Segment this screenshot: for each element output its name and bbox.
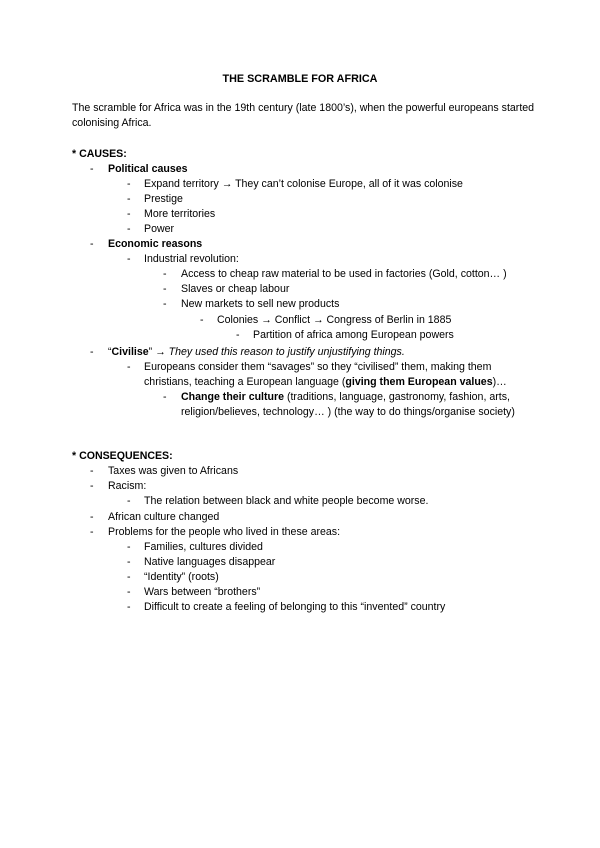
bullet-dash: - — [90, 238, 94, 250]
change-culture-paragraph — [181, 390, 526, 420]
list-item: Taxes was given to Africans — [108, 465, 239, 477]
bullet-dash: - — [127, 223, 131, 235]
bullet-dash: - — [90, 511, 94, 523]
bullet-dash: - — [127, 586, 131, 598]
bullet-dash: - — [127, 556, 131, 568]
bullet-dash: - — [127, 193, 131, 205]
europeans-text: Europeans consider them “savages” so they “civilised” them, making them christians, teaching a European language ( — [144, 361, 492, 388]
causes-heading: * CAUSES: — [72, 148, 127, 160]
list-item: Wars between “brothers” — [144, 586, 261, 598]
change-culture-text: (traditions, language, gastronomy, fashion, arts, religion/believes, technology… ) (the way to do things/organise society) — [181, 391, 515, 418]
list-item: Native languages disappear — [144, 556, 276, 568]
consequences-heading: * CONSEQUENCES: — [72, 450, 173, 462]
bullet-dash: - — [127, 495, 131, 507]
list-item: Difficult to create a feeling of belonging to this “invented” country — [144, 601, 446, 613]
list-item: Power — [144, 223, 175, 235]
bullet-dash: - — [127, 571, 131, 583]
list-item: Problems for the people who lived in these areas: — [108, 526, 341, 538]
bullet-dash: - — [200, 314, 204, 326]
bullet-dash: - — [90, 480, 94, 492]
bullet-dash: - — [90, 163, 94, 175]
bullet-dash: - — [163, 391, 167, 403]
list-item: More territories — [144, 208, 216, 220]
bullet-dash: - — [90, 526, 94, 538]
bullet-dash: - — [127, 601, 131, 613]
europeans-bold: giving them European values — [345, 376, 493, 388]
civilise-label: Civilise — [111, 346, 149, 358]
bullet-dash: - — [163, 268, 167, 280]
list-item: Families, cultures divided — [144, 541, 263, 553]
list-item: Expand territory → They can’t colonise Europe, all of it was colonise — [144, 178, 463, 190]
page-title: THE SCRAMBLE FOR AFRICA — [222, 73, 378, 85]
civilise-justification: → They used this reason to justify unjustifying things. — [152, 346, 405, 358]
bullet-dash: - — [163, 283, 167, 295]
bullet-dash: - — [127, 178, 131, 190]
list-item: The relation between black and white people become worse. — [144, 495, 429, 507]
europeans-end: )… — [492, 376, 507, 388]
list-item: Slaves or cheap labour — [181, 283, 290, 295]
change-culture-label: Change their culture — [181, 391, 285, 403]
bullet-dash: - — [127, 541, 131, 553]
civilise-line — [108, 345, 405, 360]
bullet-dash: - — [90, 346, 94, 358]
political-causes-label: Political causes — [108, 163, 188, 175]
europeans-paragraph — [144, 360, 516, 390]
bullet-dash: - — [90, 465, 94, 477]
list-item: Colonies → Conflict → Congress of Berlin in 1885 — [217, 314, 452, 326]
list-item: Access to cheap raw material to be used in factories (Gold, cotton… ) — [181, 268, 507, 280]
list-item: Industrial revolution: — [144, 253, 239, 265]
list-item: New markets to sell new products — [181, 298, 340, 310]
economic-reasons-label: Economic reasons — [108, 238, 203, 250]
bullet-dash: - — [127, 361, 131, 373]
list-item: Partition of africa among European powers — [253, 329, 454, 341]
list-item: Racism: — [108, 480, 147, 492]
bullet-dash: - — [163, 298, 167, 310]
close-quote: ” — [148, 346, 153, 358]
bullet-dash: - — [127, 208, 131, 220]
bullet-dash: - — [236, 329, 240, 341]
intro-paragraph: The scramble for Africa was in the 19th century (late 1800’s), when the powerful europeans started colonising Africa. — [72, 102, 535, 129]
list-item: “Identity” (roots) — [144, 571, 219, 583]
open-quote: “ — [108, 346, 112, 358]
list-item: Prestige — [144, 193, 183, 205]
bullet-dash: - — [127, 253, 131, 265]
list-item: African culture changed — [108, 511, 220, 523]
